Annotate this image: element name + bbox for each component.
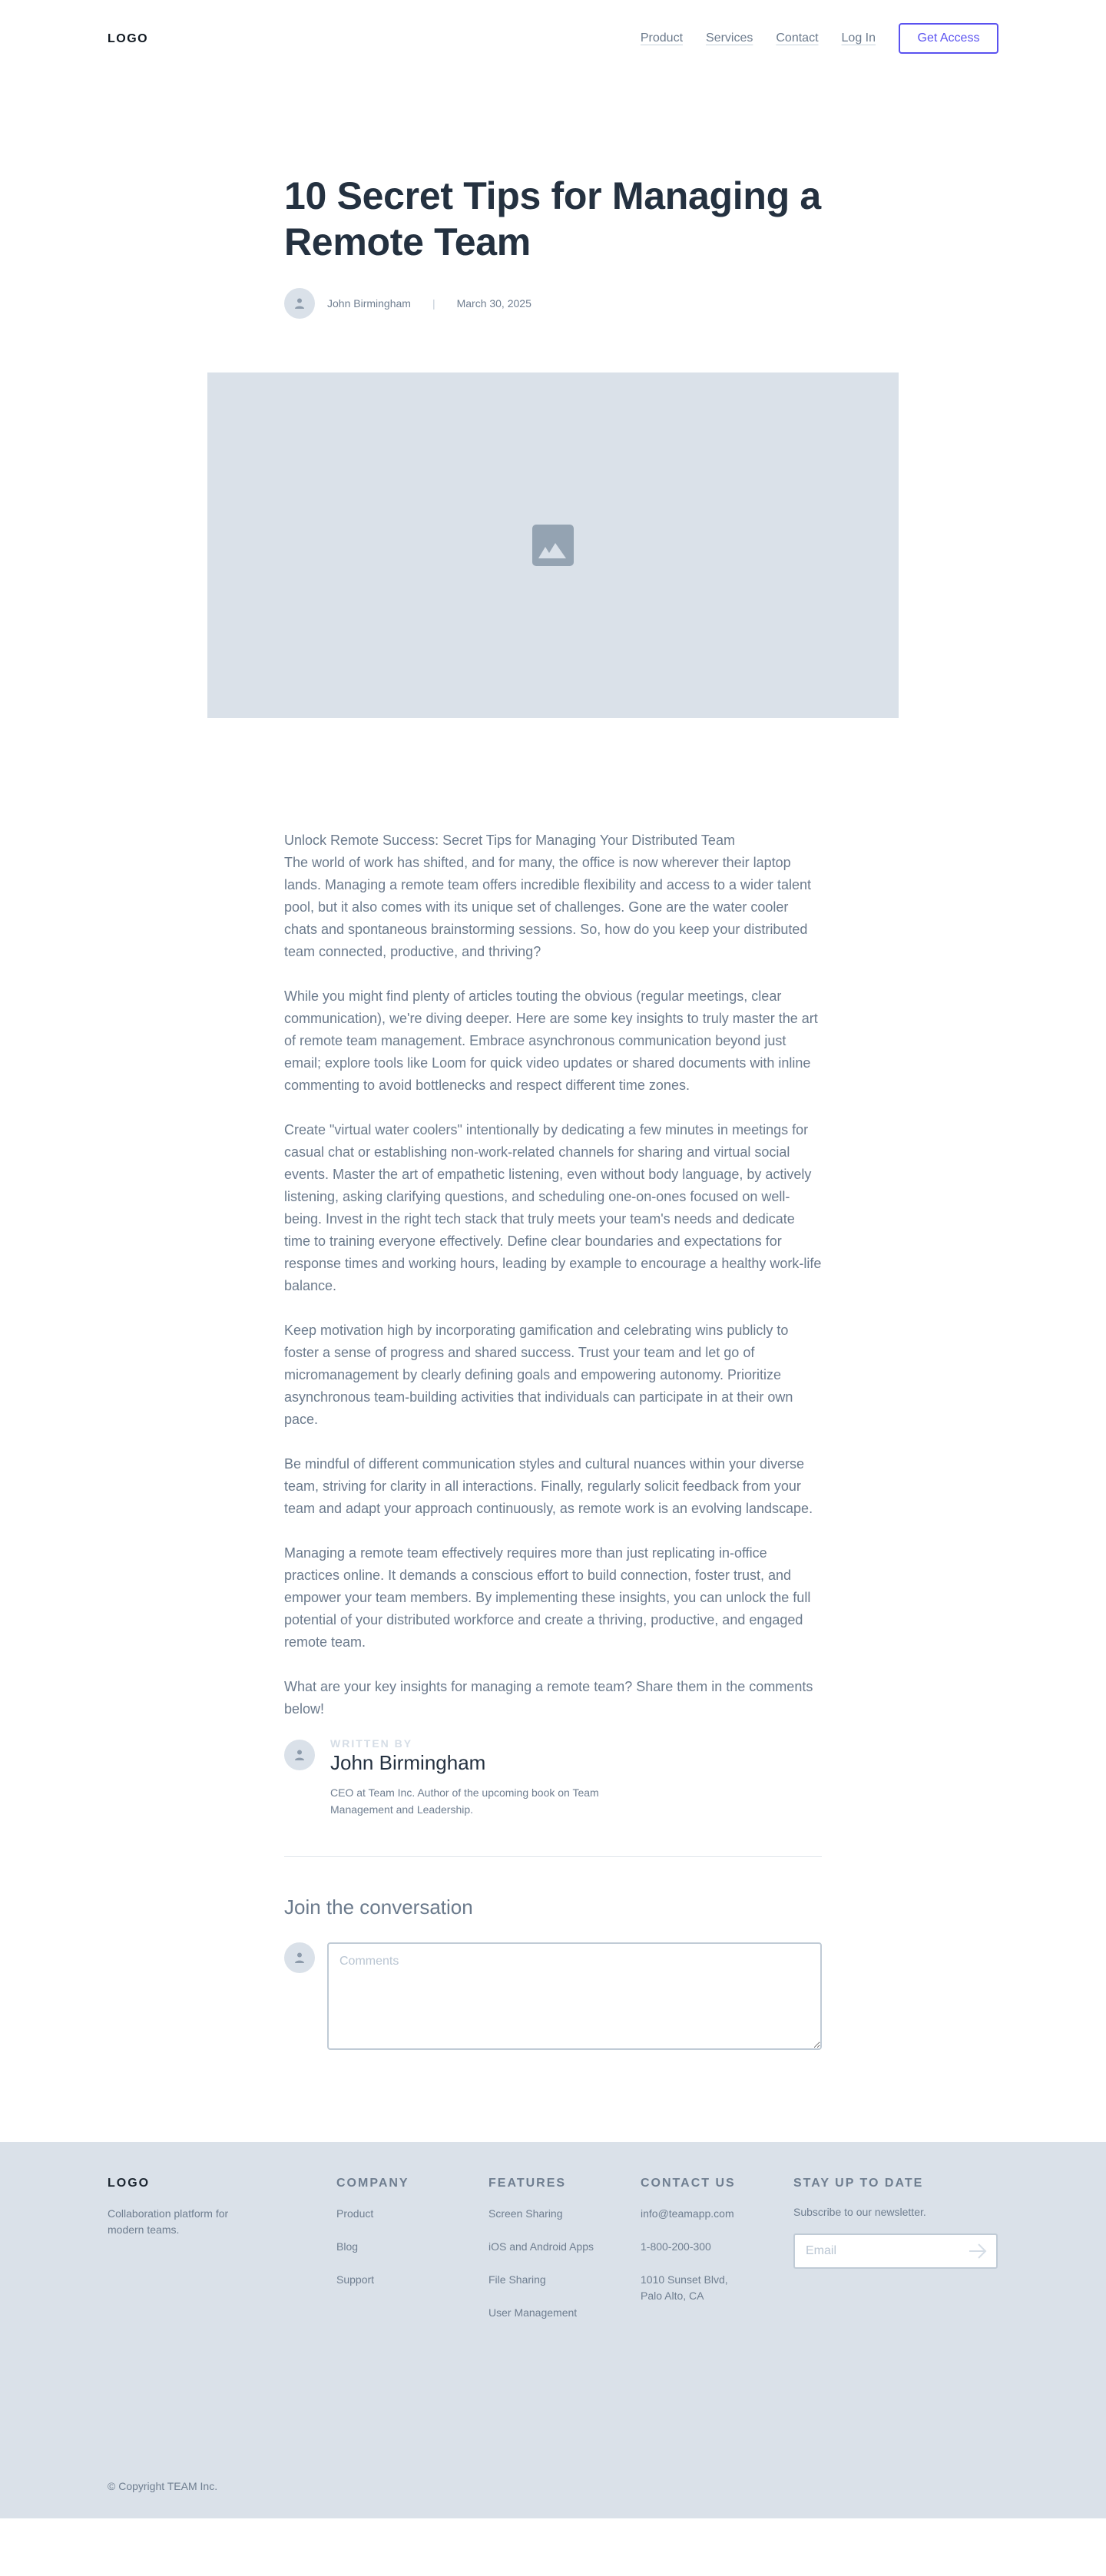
nav-link-product[interactable]: Product [640, 31, 684, 45]
footer-brand [108, 2177, 261, 2238]
commenter-avatar [284, 1942, 315, 1973]
footer-column-company [336, 2177, 409, 2305]
footer-link-blog[interactable]: Blog [336, 2240, 359, 2253]
author-bio: CEO at Team Inc. Author of the upcoming book on Team Management and Leadership. [330, 1786, 599, 1816]
contact-email[interactable]: info@teamapp.com [641, 2207, 734, 2220]
hero-image-placeholder [207, 372, 899, 718]
author-name-large[interactable]: John Birmingham [330, 1751, 486, 1774]
comment-input[interactable] [327, 1942, 822, 2050]
main-nav [641, 23, 998, 54]
footer-heading: COMPANY [336, 2177, 409, 2190]
paragraph: Be mindful of different communication styles and cultural nuances within your diverse team, striving for clarity in all interactions. Finally, regularly solicit feedback from your team and adapt your approach continuously, as remote work is an evolving landscape. [284, 1456, 813, 1516]
author-avatar [284, 1740, 315, 1770]
footer-description: Collaboration platform for modern teams. [108, 2207, 229, 2236]
contact-address: 1010 Sunset Blvd, Palo Alto, CA [641, 2273, 728, 2302]
article-header [284, 77, 822, 319]
footer-heading: STAY UP TO DATE [793, 2177, 924, 2190]
paragraph: Managing a remote team effectively requires more than just replicating in-office practices online. It demands a conscious effort to build connection, foster trust, and empower your team members. By implementing these insights, you can unlock the full potential of your distributed workforce and create a thriving, productive, and engaged remote team. [284, 1545, 811, 1650]
paragraph: Keep motivation high by incorporating gamification and celebrating wins publicly to foster a sense of progress and shared success. Trust your team and let go of micromanagement by clearly defining goals and empowering autonomy. Prioritize asynchronous team-building activities that individuals can participate in at their own pace. [284, 1323, 793, 1427]
footer-link-file-sharing[interactable]: File Sharing [488, 2273, 546, 2286]
user-icon [293, 1952, 306, 1964]
copyright: © Copyright TEAM Inc. [108, 2480, 218, 2492]
paragraph: While you might find plenty of articles touting the obvious (regular meetings, clear communication), we're diving deeper. Here are some key insights to truly master the art of remote team management. Embrace asynchronous communication beyond just email; explore tools like Loom for quick video updates or shared documents with inline commenting to avoid bottlenecks and respect different time zones. [284, 988, 818, 1093]
newsletter-form [793, 2233, 998, 2269]
contact-phone[interactable]: 1-800-200-300 [641, 2240, 711, 2253]
email-input[interactable] [806, 2244, 969, 2258]
nav-link-contact[interactable]: Contact [776, 31, 819, 45]
footer-link-mobile-apps[interactable]: iOS and Android Apps [488, 2240, 594, 2253]
site-footer [0, 2142, 1106, 2518]
nav-link-services[interactable]: Services [706, 31, 753, 45]
footer-link-screen-sharing[interactable]: Screen Sharing [488, 2207, 563, 2220]
paragraph: What are your key insights for managing a remote team? Share them in the comments below! [284, 1679, 813, 1717]
footer-heading: FEATURES [488, 2177, 567, 2190]
user-icon [293, 297, 306, 310]
user-icon [293, 1749, 306, 1761]
paragraph: Unlock Remote Success: Secret Tips for Managing Your Distributed Team The world of work has shifted, and for many, the office is now wherever their laptop lands. Managing a remote team offers incredible flexibility and access to a wider talent pool, but it also comes with its unique set of challenges. Gone are the water cooler chats and spontaneous brainstorming sessions. So, how do you keep your distributed team connected, productive, and thriving? [284, 829, 822, 963]
author-info [330, 1737, 637, 1818]
comments-title: Join the conversation [284, 1896, 473, 1919]
meta-separator: | [432, 297, 435, 310]
get-access-button[interactable]: Get Access [899, 23, 998, 54]
footer-heading: CONTACT US [641, 2177, 736, 2190]
divider [284, 1856, 822, 1857]
newsletter-subtitle: Subscribe to our newsletter. [793, 2206, 926, 2218]
author-avatar [284, 288, 315, 319]
written-by-label: WRITTEN BY [330, 1737, 413, 1750]
article-body [284, 718, 822, 2050]
lead-heading: Unlock Remote Success: Secret Tips for Managing Your Distributed Team [284, 833, 735, 848]
footer-column-contact [641, 2177, 740, 2321]
article-meta [284, 288, 822, 319]
publish-date: March 30, 2025 [456, 297, 531, 310]
footer-column-features [488, 2177, 594, 2338]
article-title: 10 Secret Tips for Managing a Remote Team [284, 174, 821, 263]
footer-logo[interactable]: LOGO [108, 2177, 151, 2190]
site-header [0, 0, 1106, 77]
logo[interactable]: LOGO [108, 32, 149, 45]
image-placeholder-icon [532, 525, 574, 566]
author-name[interactable]: John Birmingham [327, 297, 411, 310]
paragraph: Create "virtual water coolers" intentionally by dedicating a few minutes in meetings for casual chat or establishing non-work-related channels for sharing and virtual social events. Master the art of empathetic listening, even without body language, by actively listening, asking clarifying questions, and scheduling one-on-ones focused on well-being. Invest in the right tech stack that truly meets your team's needs and dedicate time to training everyone effectively. Define clear boundaries and expectations for response times and working hours, leading by example to encourage a healthy work-life balance. [284, 1122, 822, 1293]
nav-link-login[interactable]: Log In [841, 31, 876, 45]
footer-link-user-management[interactable]: User Management [488, 2306, 578, 2319]
written-by-block [284, 1737, 822, 1818]
arrow-right-icon[interactable] [969, 2243, 987, 2259]
footer-newsletter [793, 2177, 998, 2269]
footer-link-support[interactable]: Support [336, 2273, 375, 2286]
footer-link-product[interactable]: Product [336, 2207, 374, 2220]
comment-form [284, 1942, 822, 2050]
